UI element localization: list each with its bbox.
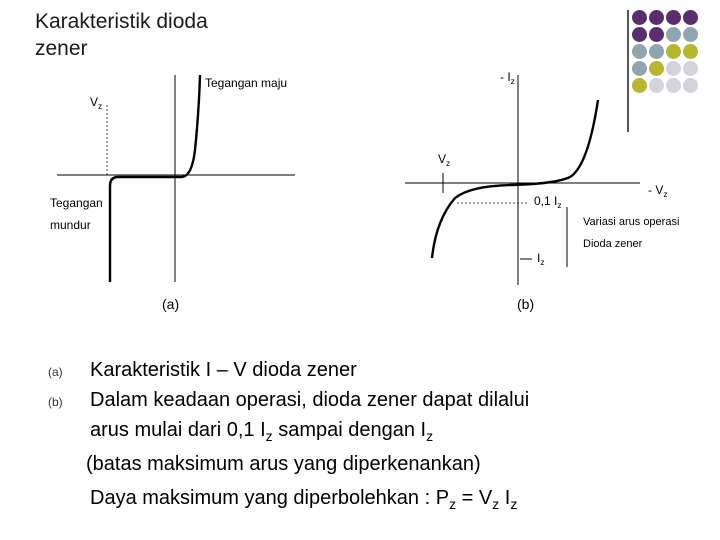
fig-a-reverse-label-2: mundur bbox=[50, 218, 91, 232]
fig-b-neg-iz-label: - $I_z$ bbox=[500, 70, 515, 86]
fig-b-zener-label: Dioda zener bbox=[583, 238, 643, 250]
fig-b-iz-label: $I_z$ bbox=[537, 251, 545, 267]
note-marker-b: (b) bbox=[48, 395, 63, 409]
fig-b-tenth-iz-label: 0,1 $I_z$ bbox=[534, 194, 562, 210]
fig-a-reverse-label-1: Tegangan bbox=[50, 196, 103, 210]
fig-a-forward-label: Tegangan maju bbox=[205, 76, 288, 90]
note-line-2: Dalam keadaan operasi, dioda zener dapat dilalui bbox=[90, 389, 530, 411]
fig-a-caption: (a) bbox=[162, 296, 180, 312]
fig-b-caption: (b) bbox=[517, 296, 535, 312]
fig-b-iv-curve bbox=[432, 100, 598, 258]
note-line-4: (batas maksimum arus yang diperkenankan) bbox=[86, 453, 481, 475]
fig-b-vz-label: $V_z$ bbox=[438, 152, 451, 168]
fig-b-variation-label: Variasi arus operasi bbox=[583, 216, 680, 228]
note-line-1: Karakteristik I – V dioda zener bbox=[90, 359, 357, 381]
note-line-5: Daya maksimum yang diperbolehkan : $P_z = V_z$ $I_z$ bbox=[90, 487, 518, 512]
fig-b-neg-vz-label: - $V_z$ bbox=[648, 183, 668, 199]
fig-a-vz-label: $V_z$ bbox=[90, 95, 103, 111]
note-line-3: arus mulai dari 0,1 $I_z$ sampai dengan $I_z$ bbox=[90, 419, 434, 444]
fig-a-iv-curve bbox=[110, 75, 200, 282]
title-line-1: Karakteristik dioda bbox=[35, 10, 208, 33]
title-line-2: zener bbox=[35, 37, 88, 60]
note-marker-a: (a) bbox=[48, 365, 63, 379]
